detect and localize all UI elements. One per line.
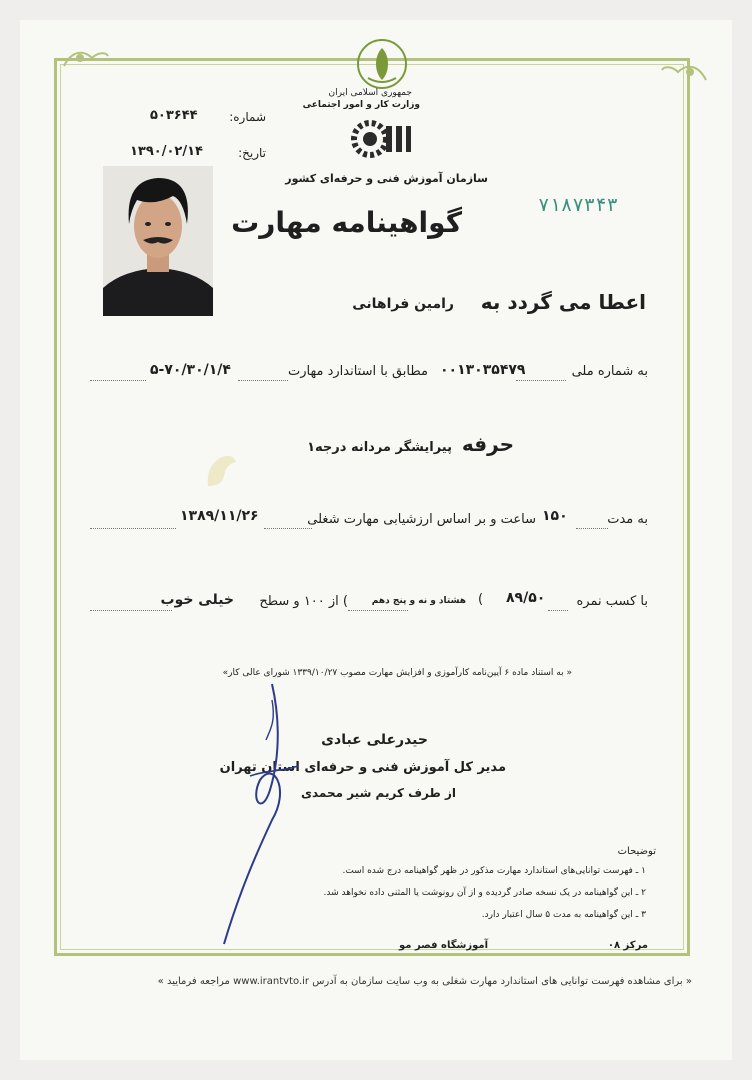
score-value: ۸۹/۵۰ [506,590,546,606]
duration-hours: ۱۵۰ [542,508,568,524]
duration-text: ساعت و بر اساس ارزشیابی مهارت شغلی [307,512,536,527]
organization-label: سازمان آموزش فنی و حرفه‌ای کشور [285,172,488,185]
dotted-line [238,380,288,381]
number-label: شماره: [229,110,266,124]
holder-name: رامین فراهانی [352,296,454,312]
standard-value: ۵-۷۰/۳۰/۱/۴ [150,362,231,378]
holder-photo [103,166,213,316]
signatory-on-behalf: از طرف کریم شیر محمدی [300,786,456,800]
ministry-label: وزارت کار و امور اجتماعی [302,100,420,110]
notes-heading: توضیحات [617,846,656,857]
dotted-line [90,610,172,611]
dotted-line [264,528,312,529]
ornament-icon [660,60,708,84]
score-label: با کسب نمره [576,594,648,609]
dotted-line [516,380,566,381]
date-label: تاریخ: [238,146,266,160]
footer-note: « برای مشاهده فهرست توانایی های استاندارد مهارت شغلی به وب سایت سازمان به آدرس www.irantvto.ir مراجعه فرمایید » [157,976,692,987]
national-id-label: به شماره ملی [571,364,648,379]
signatory-name: حیدرعلی عبادی [321,732,428,748]
iran-emblem-icon [356,38,408,90]
score-in-words: هشتاد و نه و پنج دهم [371,596,466,606]
dotted-line [576,528,608,529]
dotted-line [548,610,568,611]
republic-label: جمهوری اسلامی ایران [328,88,412,98]
school-name: آموزشگاه فصر مو [399,940,488,951]
duration-label: به مدت [607,512,648,527]
signature-icon [210,680,320,950]
certificate-title: گواهینامه مهارت [231,206,462,239]
ornament-icon [62,46,110,70]
dotted-line [348,610,408,611]
signatory-title: مدیر کل آموزش فنی و حرفه‌ای استان تهران [219,760,506,775]
profession-value: پیرایشگر مردانه درجه۱ [307,440,452,455]
tvto-logo-icon [350,118,412,160]
note-item: ۳ ـ این گواهینامه به مدت ۵ سال اعتبار دارد. [481,910,646,920]
date-value: ۱۳۹۰/۰۲/۱۴ [130,144,203,159]
score-level: خیلی خوب [160,592,234,608]
note-item: ۱ ـ فهرست توانایی‌های استاندارد مهارت مذکور در ظهر گواهینامه درج شده است. [342,866,646,876]
awarded-label: اعطا می گردد به [480,290,646,314]
evaluation-date: ۱۳۸۹/۱۱/۲۶ [180,508,259,524]
standard-label: مطابق با استاندارد مهارت [288,364,428,379]
score-suffix: ) از ۱۰۰ و سطح [259,594,348,609]
person-photo-icon [103,166,213,316]
profession-label: حرفه [461,432,514,456]
dotted-line [90,528,176,529]
paren-open: ( [478,592,484,607]
national-id-value: ۰۰۱۳۰۳۵۴۷۹ [440,362,526,378]
dotted-line [90,380,146,381]
serial-number: ۷۱۸۷۳۴۳ [538,194,619,216]
number-value: ۵۰۳۶۴۴ [150,108,198,123]
note-item: ۲ ـ این گواهینامه در یک نسخه صادر گردیده و از آن رونوشت یا المثنی داده نخواهد شد. [323,888,646,898]
watermark-icon [202,446,242,490]
legal-note: « به استناد ماده ۶ آیین‌نامه کارآموزی و افزایش مهارت مصوب ۱۳۳۹/۱۰/۲۷ شورای عالی کار» [222,668,572,678]
center-label: مرکز ۰۸ [607,940,648,951]
